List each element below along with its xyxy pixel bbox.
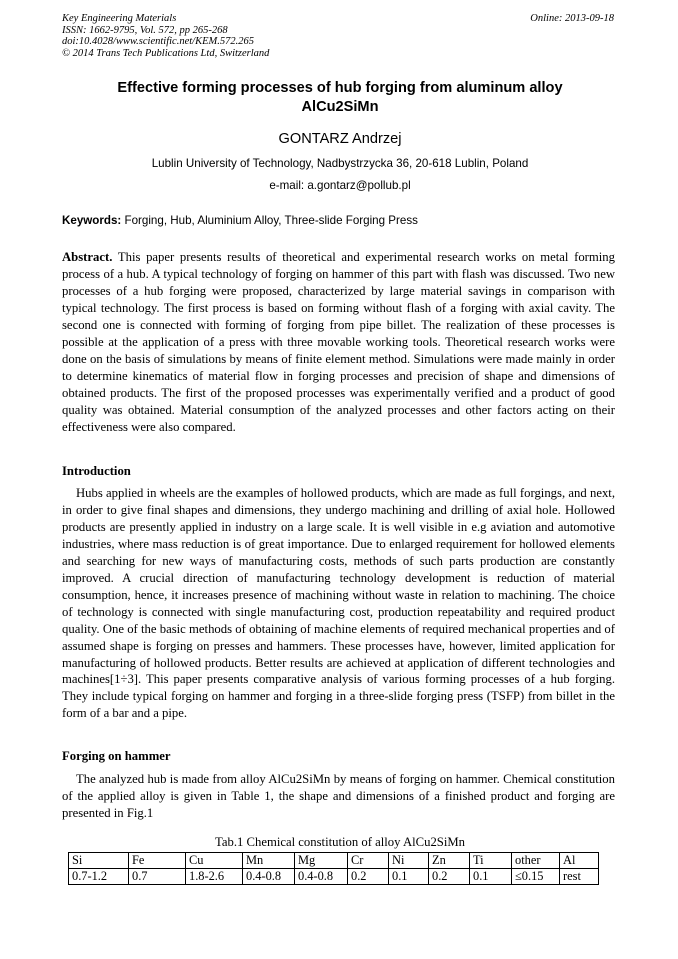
table-cell: 0.4-0.8 <box>243 869 295 885</box>
paper-title <box>62 79 618 117</box>
table-caption: Tab.1 Chemical constitution of alloy AlCu2SiMn <box>214 835 466 849</box>
title-line-1: Effective forming processes of hub forging from aluminum alloy <box>117 80 563 96</box>
table-cell: Ti <box>470 853 512 869</box>
table-cell: 0.7 <box>129 869 186 885</box>
forging-heading: Forging on hammer <box>62 749 171 763</box>
table-cell: 0.1 <box>470 869 512 885</box>
journal-header <box>62 13 618 59</box>
author-name: GONTARZ Andrzej <box>278 131 402 147</box>
table-cell: Ni <box>389 853 429 869</box>
table-cell: Mg <box>295 853 348 869</box>
keywords-label: Keywords: <box>62 214 122 227</box>
table-cell: 0.4-0.8 <box>295 869 348 885</box>
author-affiliation: Lublin University of Technology, Nadbystrzycka 36, 20-618 Lublin, Poland <box>151 157 529 170</box>
author-email: e-mail: a.gontarz@pollub.pl <box>269 179 411 192</box>
table-cell: Cr <box>348 853 389 869</box>
table-cell: other <box>512 853 560 869</box>
table-cell: 0.7-1.2 <box>69 869 129 885</box>
table-cell: Zn <box>429 853 470 869</box>
chemical-composition-table <box>68 852 599 885</box>
table-cell: Mn <box>243 853 295 869</box>
table-cell: Cu <box>186 853 243 869</box>
forging-text: The analyzed hub is made from alloy AlCu2SiMn by means of forging on hammer. Chemical constitution of the applied alloy is given in Table 1, the shape and dimensions of a finished product and forging are presented in Fig.1 <box>62 772 615 820</box>
journal-name: Key Engineering Materials <box>62 13 177 24</box>
table-cell: ≤0.15 <box>512 869 560 885</box>
introduction-text: Hubs applied in wheels are the examples of hollowed products, which are made as full forgings, and next, in order to give final shapes and dimensions, they undergo machining and drilling of axial hole. Hollowed products are presently applied in industry on a large scale. It is well visible in e.g aviation and automotive industries, where mass reduction is of great importance. Due to enlarged requirement for hollowed elements and searching for new ways of manufacturing costs, methods of such parts production are constantly improved. A crucial direction of manufacturing technology development is reduction of material consumption, hence, it increases presence of machining without waste in relation to machining. The choice of technology is connected with single manufacturing cost, production repeatability and required product quality. One of the basic methods of obtaining of machine elements of required mechanical properties and of assumed shape is forging on presses and hammers. These processes have, however, limited application for manufacturing of hollowed products. Better results are achieved at application of different technologies and machines[1÷3]. This paper presents comparative analysis of various forming processes of a hub forging. They include typical forging on hammer and forging in a three-slide forging press (TSFP) from billet in the form of a bar and a pipe. <box>62 486 615 721</box>
title-line-2: AlCu2SiMn <box>301 99 379 115</box>
table-cell: 0.2 <box>348 869 389 885</box>
keywords-text: Forging, Hub, Aluminium Alloy, Three-slide Forging Press <box>124 214 418 227</box>
doi-line: doi:10.4028/www.scientific.net/KEM.572.265 <box>62 36 254 48</box>
issn-line: ISSN: 1662-9795, Vol. 572, pp 265-268 <box>62 24 228 36</box>
table-cell: 0.2 <box>429 869 470 885</box>
table-cell: 0.1 <box>389 869 429 885</box>
forging-paragraph <box>62 771 615 822</box>
copyright-line: © 2014 Trans Tech Publications Ltd, Switzerland <box>62 47 270 59</box>
introduction-paragraph <box>62 485 615 722</box>
online-date: Online: 2013-09-18 <box>530 13 614 24</box>
table-cell: 1.8-2.6 <box>186 869 243 885</box>
table-cell: Fe <box>129 853 186 869</box>
table-header-row <box>69 853 599 869</box>
table-cell: rest <box>560 869 599 885</box>
keywords <box>62 214 618 227</box>
table-cell: Al <box>560 853 599 869</box>
table-cell: Si <box>69 853 129 869</box>
abstract <box>62 249 615 435</box>
abstract-label: Abstract. <box>62 250 113 264</box>
introduction-heading: Introduction <box>62 464 131 478</box>
abstract-text: This paper presents results of theoretical and experimental research works on metal forming process of a hub. A typical technology of forging on hammer of this part with flash was discussed. Two new processes of a hub forging were proposed, characterized by large material savings in comparison with typical technology. The first process is based on forming without flash of a forging with axial cavity. The second one is connected with forming of forging from pipe billet. The realization of these processes is possible at the application of a press with three movable working tools. Theoretical research works were done on the basis of simulations by means of finite element method. Simulations were made mainly in order to determine kinematics of material flow in forging processes and precision of shape and dimensions of obtained products. The first of the proposed processes was experimentally verified and a product of good quality was obtained. Material consumption of the analyzed processes and other factors acting on their effectiveness were also compared. <box>62 250 615 434</box>
table-row <box>69 869 599 885</box>
